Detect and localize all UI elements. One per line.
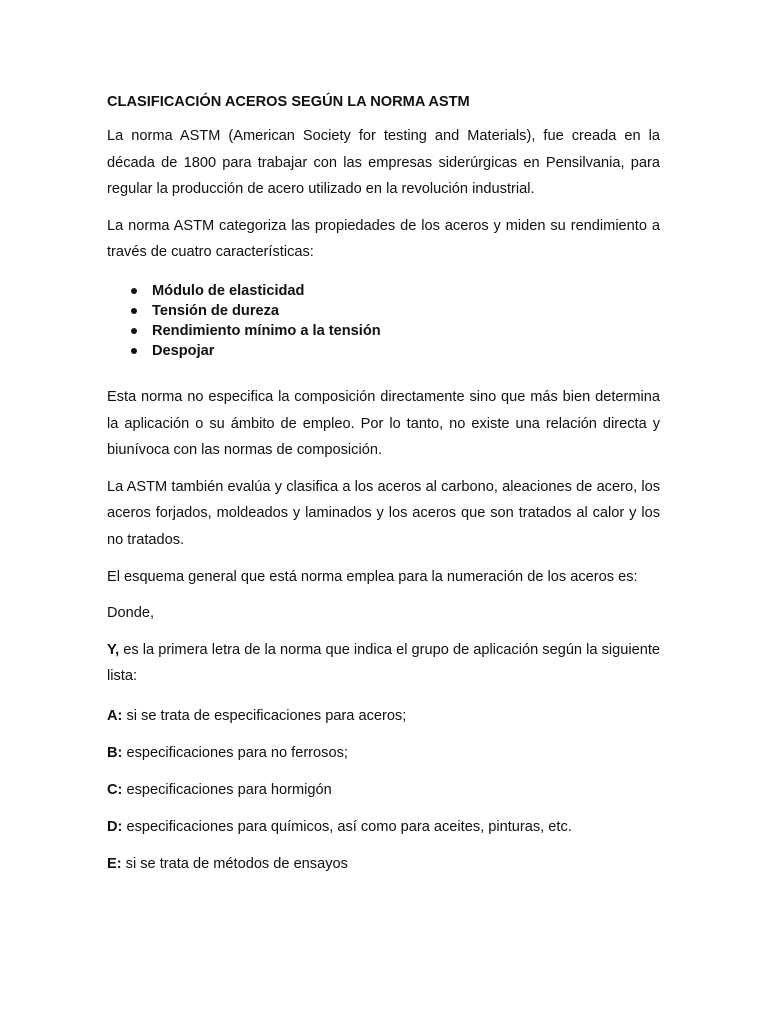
group-line-a	[107, 706, 660, 726]
group-text: especificaciones para hormigón	[122, 781, 332, 798]
group-line-b	[107, 743, 660, 763]
list-item-label: Tensión de dureza	[152, 302, 280, 319]
y-label: Y,	[107, 641, 120, 658]
bullet-icon	[131, 288, 137, 294]
group-letter: A:	[107, 707, 123, 724]
list-item-label: Despojar	[152, 342, 215, 359]
paragraph-donde: Donde,	[107, 605, 155, 622]
paragraph-astm-characteristics: La norma ASTM categoriza las propiedades de los aceros y miden su rendimiento a través de cuatro características:	[107, 217, 660, 261]
list-item-label: Módulo de elasticidad	[152, 282, 305, 299]
bullet-icon	[131, 348, 137, 354]
paragraph-classification: La ASTM también evalúa y clasifica a los aceros al carbono, aleaciones de acero, los aceros forjados, moldeados y laminados y los aceros que son tratados al calor y los no tratados.	[107, 478, 660, 548]
group-letter: D:	[107, 818, 123, 835]
group-letter: C:	[107, 781, 123, 798]
paragraph-numbering-scheme: El esquema general que está norma emplea para la numeración de los aceros es:	[107, 568, 638, 585]
group-text: especificaciones para químicos, así como para aceites, pinturas, etc.	[122, 818, 572, 835]
document-title: CLASIFICACIÓN ACEROS SEGÚN LA NORMA ASTM	[107, 94, 470, 110]
list-item	[107, 321, 660, 341]
group-line-c	[107, 780, 660, 800]
bullet-icon	[131, 328, 137, 334]
list-item	[107, 341, 660, 361]
list-item-label: Rendimiento mínimo a la tensión	[152, 322, 381, 339]
group-text: si se trata de métodos de ensayos	[121, 855, 348, 872]
document-page	[107, 92, 660, 891]
list-item	[107, 281, 660, 301]
group-letter: E:	[107, 855, 122, 872]
group-text: si se trata de especificaciones para aceros;	[122, 707, 407, 724]
paragraph-astm-origin: La norma ASTM (American Society for testing and Materials), fue creada en la década de 1800 para trabajar con las empresas siderúrgicas en Pensilvania, para regular la producción de acero utilizado en la revolución industrial.	[107, 128, 660, 198]
group-letter: B:	[107, 744, 123, 761]
bullet-icon	[131, 308, 137, 314]
group-text: especificaciones para no ferrosos;	[122, 744, 348, 761]
y-text: es la primera letra de la norma que indica el grupo de aplicación según la siguiente lista:	[107, 641, 660, 685]
group-line-e	[107, 854, 660, 874]
list-item	[107, 301, 660, 321]
characteristics-list	[107, 281, 660, 361]
group-line-d	[107, 817, 660, 837]
paragraph-composition: Esta norma no especifica la composición directamente sino que más bien determina la aplicación o su ámbito de empleo. Por lo tanto, no existe una relación directa y biunívoca con las normas de composición.	[107, 388, 660, 459]
paragraph-y-definition	[107, 637, 660, 690]
